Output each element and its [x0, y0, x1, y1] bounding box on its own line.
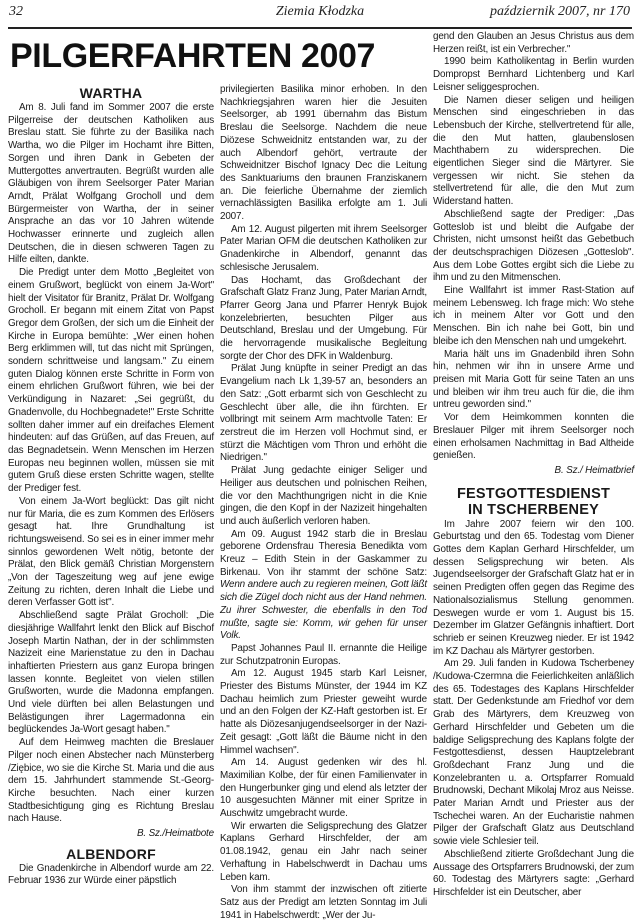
quote-italic: Wenn andere auch zu regieren meinen, Gott läßt sich die Zügel doch nicht aus der Hand nehmen. Zu ihrer Schwester, die ebenfalls in den Tod mußte, sagte sie: Komm, wir gehen für unser Volk. [220, 579, 427, 642]
paragraph [220, 275, 427, 364]
paragraph [433, 285, 634, 349]
paragraph [220, 465, 427, 529]
section-heading: ALBENDORF [66, 845, 156, 862]
paragraph-text: privilegierten Basilika minor erhoben. In den Nachkriegsjahren waren hier die Jesuiten Seelsorger, ab 1991 übernahm das Bistum Breslau die Seelsorge. Nachdem die neue Diözese Schweidnitz entstanden war, zu der auch Albendorf gehört, vertraute der Schweidnitzer Bischof Ignacy Dec die Leitung des Sanktuariums den braunen Franziskanern an. Die feierliche Übernahme der ziemlich vernachlässigten Basilika erfolgte am 1. Juli 2007. [220, 84, 427, 223]
masthead: Ziemia Kłodzka [275, 4, 365, 19]
column-3 [433, 31, 634, 900]
paragraph-text: Prälat Jung gedachte einiger Seliger und Heiliger aus deutschen und polnischen Reihen, die vor den Machthungrigen nicht in die Knie gingen, die den Kopf in der Nazizeit hingehalten und auch äußerlich verloren haben. [220, 465, 427, 527]
paragraph [433, 658, 634, 849]
page-number: 32 [9, 4, 23, 19]
header-rule [8, 27, 632, 29]
paragraph [220, 821, 427, 885]
paragraph-text: Abschließend sagte Prälat Grocholl: „Die diesjährige Wallfahrt lenkt den Blick auf Bischof Joseph Martin Nathan, der in der schlimmsten Nazizeit eine Marienstatue zu den in Dachau inhaftierten Priestern aus ganz Europa bringen lassen konnte. Begleitet von vielen stillen Grußworten, wurde die Madonna empfangen. Und viele dürften bei allen Belastungen und Belästigungen ihrer Lagermadonna ein beglückendes Ja-Wort gesagt haben." [8, 610, 214, 736]
paragraph-text: gend den Glauben an Jesus Christus aus dem Herzen reißt, ist ein Verbrecher." [433, 31, 634, 55]
paragraph [433, 849, 634, 900]
paragraph [220, 84, 427, 224]
paragraph-text: 1990 beim Katholikentag in Berlin wurden Dompropst Bernhard Lichtenberg und Karl Leisner seliggesprochen. [433, 56, 634, 93]
paragraph [220, 668, 427, 757]
paragraph-text: Das Hochamt, das Großdechant der Grafschaft Glatz Franz Jung, Pater Marian Arndt, Pfarrer Georg Jana und Pfarrer Henryk Bujok konzelebrierten, besuchten Pilger aus Deutschland, Breslau und der Umgebung. Für die hervorragende musikalische Begleitung sorgte der Chor des DFK in Waldenburg. [220, 274, 427, 362]
paragraph [433, 209, 634, 285]
paragraph [8, 863, 214, 888]
paragraph [8, 610, 214, 737]
paragraph [220, 757, 427, 821]
heading-line: FESTGOTTESDIENST [456, 485, 611, 502]
paragraph-text: Auf dem Heimweg machten die Breslauer Pilger noch einen Abstecher nach Münsterberg /Ziębice, wo sie die Kirche St. Maria und die aus dem 15. Jahrhundert stammende St.-Georg-Kirche besuchten. Nach einer kurzen Stadtbesichtigung ging es Richtung Breslau nach Hause. [8, 737, 214, 825]
paragraph-text: Von einem Ja-Wort beglückt: Das gilt nicht nur für Maria, die es zum Kommen des Erlösers gesagt hat. Ihre Grundhaltung ist richtungsweisend. So sei es in einer immer mehr sinnlos gewordenen Welt nötig, betonte der Prälat, den Blick gemäß Christian Morgenstern „Von der Tageszeitung weg auf jene ewige Zeitung zu richten, deren Inhalt die Liebe und deren Verfasser Gott ist". [8, 495, 214, 609]
paragraph-text: Im Jahre 2007 feiern wir den 100. Geburtstag und den 65. Todestag vom Diener Gottes dem Kaplan Gerhard Hirschfelder, um dessen Seligsprechung wir beten. Als Jugendseelsorger der Grafschaft Glatz hat er in seinen Predigten offen gegen das Regime des Nationalsozialismus Stellung genommen. Deswegen wurde er vom 1. August bis 15. Dezember im Glatzer Gefängnis inhaftiert. Dort schrieb er seinen Kreuzweg nieder. Er ist 1942 im KZ Dachau als Märtyrer gestorben. [433, 518, 634, 657]
paragraph [8, 267, 214, 496]
paragraph [220, 643, 427, 668]
column-1 [8, 84, 214, 888]
paragraph [8, 737, 214, 826]
paragraph-text: Abschließend zitierte Großdechant Jung die Aussage des Ortspfarrers Brudnowski, der zum 60. Todestag des Märtyrers sagte: „Gerhard Hirschfelder ist ein Deutscher, aber [433, 848, 634, 898]
paragraph-text: Von ihm stammt der inzwischen oft zitierte Satz aus der Predigt am letzten Sonntag im Juli 1941 in Habelschwerdt: „Wer der Ju- [220, 884, 427, 921]
author-signature: B. Sz./Heimatbote [136, 828, 214, 840]
paragraph [8, 496, 214, 610]
paragraph-text: Vor dem Heimkommen konnten die Breslauer Pilger mit ihrem Seelsorger noch einen erholsamen Nachmittag in Bad Altheide genießen. [433, 412, 634, 462]
paragraph-text: Eine Wallfahrt ist immer Rast-Station auf meinem Lebensweg. Ich frage mich: Wo stehe ich in meinem Alter vor Gott und den Menschen. Bin ich nahe bei Gott, bin und bleibe ich den Menschen nah und umgekehrt. [433, 285, 634, 347]
paragraph [433, 519, 634, 659]
paragraph [8, 102, 214, 267]
section-heading [433, 486, 634, 518]
paragraph [220, 529, 427, 643]
paragraph-text: Die Gnadenkirche in Albendorf wurde am 22. Februar 1936 zur Würde einer päpstlich [8, 862, 214, 887]
paragraph-text: Die Namen dieser seligen und heiligen Menschen sind eingeschrieben in das Lebensbuch der Kirche, stellvertretend für alle, die den Mut hatten, glaubenslosen Machthabern zu widersprechen. Die eigentlichen Sieger sind die Märtyrer. Sie vergessen wir nicht. Sie stehen da stellvertretend für alle, die den Mut zum Widerstand hatten. [433, 94, 634, 208]
column-2 [220, 84, 427, 922]
paragraph-text: Maria hält uns im Gnadenbild ihren Sohn hin, nehmen wir ihn in unsere Arme und preisen mit Maria Gott für seine Taten an uns und bleiben wir ihm treu auch für die, die ihm untreu geworden sind." [433, 348, 634, 411]
issue-info: październik 2007, nr 170 [490, 4, 630, 19]
paragraph [433, 95, 634, 209]
section-heading: WARTHA [79, 85, 143, 101]
paragraph-text: Am 14. August gedenken wir des hl. Maximilian Kolbe, der für einen Familienvater in den Hungerbunker ging und elend als letzter der 10 ausgesuchten Männer mit einer Spritze in Auschwitz umgebracht wurde. [220, 757, 427, 820]
paragraph-text: Am 12. August pilgerten mit ihrem Seelsorger Pater Marian OFM die deutschen Katholiken zur Gnadenkirche in Albendorf, genannt das schlesische Jerusalem. [220, 223, 427, 273]
paragraph-text: Am 09. August 1942 starb die in Breslau geborene Ordensfrau Theresia Benedikta vom Kreuz – Edith Stein in der Gaskammer zu Birkenau. Von ihr stammt der schöne Satz: [220, 528, 427, 578]
paragraph-text: Prälat Jung knüpfte in seiner Predigt an das Evangelium nach Lk 1,39-57 an, besonders an den Satz: „Gott erbarmt sich von Geschlecht zu Geschlecht über alle, die ihn fürchten. Er vollbringt mit seinem Arm machtvolle Taten: Er zerstreut die im Herzen voll Hochmut sind, er stürzt die Mächtigen vom Thron und erhöht die Niedrigen." [220, 363, 427, 464]
paragraph-text: Die Predigt unter dem Motto „Begleitet von einem Grußwort, beglückt von einem Ja-Wort" hielt der Visitator für Branitz, Prälat Dr. Wolfgang Grocholl. Er begann mit einem Zitat von Papst Gregor dem Großen, der sich um die Einheit der Kirche in Europa bemühte: „Wer einen hohen Berg erklimmen will, tut das nicht mit Sprüngen, sondern schrittweise und langsam." Zu einem guten Dialog können erste Schritte in Form von einem ehrlichen Grußwort führen, wie bei der Verkündigung in Nazaret: „Sei gegrüßt, du Gnadenvolle, du Hochbegnadete!" Erste Schritte sollten daher immer auf ein dreifaches Element hindeuten: auf das Grüßen, auf das Freuen, auf das Begnadetsein. Wenn Menschen im Herzen Europas neu beginnen wollen, müssen sie mit gutem Gruß diese ersten Schritte wagen, stellte der Prediger fest. [8, 267, 214, 495]
paragraph [220, 884, 427, 922]
paragraph-text: Am 12. August 1945 starb Karl Leisner, Priester des Bistums Münster, der 1944 im KZ Dachau heimlich zum Priester geweiht wurde und an den Folgen der KZ-Haft gestorben ist. Er hatte als Diözesanjugendseelsorger in der Nazi-Zeit gesagt: „Gott läßt die Bäume nicht in den Himmel wachsen". [220, 668, 427, 756]
paragraph [433, 412, 634, 463]
author-signature: B. Sz./ Heimatbrief [554, 464, 634, 476]
paragraph-text: Am 29. Juli fanden in Kudowa Tscherbeney /Kudowa-Czermna die Feierlichkeiten anläßlich des 65. Todestages des Kaplans Hirschfelder statt. Der Gedenkstunde am Friedhof vor dem Grab des Märtyrers, dem Kreuzweg von Gerhard Hirschfelder und Gebeten um die baldige Seligsprechung des Kaplans folgte der Festgottesdienst, dessen Hauptzelebrant Großdechant Franz Jung und die Konzelebranten u. a. Ortspfarrer Romuald Brudnowski, Dechant Mikolaj Mroz aus Neisse. Pater Marian Arndt und Priester aus der Tschechei waren. An der Eucharistie nahmen Pilger der Grafschaft Glatz aus Deutschland sowie viele Schlesier teil. [433, 658, 634, 848]
paragraph-text: Wir erwarten die Seligsprechung des Glatzer Kaplans Gerhard Hirschfelder, der am 01.08.1942, genau ein Jahr nach seiner Verhaftung in Habelschwerdt in Dachau ums Leben kam. [220, 820, 427, 883]
paragraph [433, 56, 634, 94]
paragraph [433, 31, 634, 56]
paragraph-text: Am 8. Juli fand im Sommer 2007 die erste Pilgerreise der deutschen Katholiken aus Breslau statt. Sie führte zu der Basilika nach Wartha, wo die Pilger im Hochamt ihre Bitten, Sorgen und ihren Dank in Gebeten der Muttergottes anvertrauten. Begrüßt wurden alle Gläubigen von ihrem Seelsorger Pater Marian Arndt, Prälat Wolfgang Grocholl und dem Bürgermeister von Wartha, der in seiner Ansprache an das vor 10 Jahren wütende Hochwasser erinnerte und zugleich allen Deutschen, die in diesen schweren Tagen zu Hilfe eilten, dankte. [8, 102, 214, 266]
heading-line: IN TSCHERBENEY [468, 501, 599, 518]
page-title: PILGERFAHRTEN 2007 [10, 37, 376, 75]
paragraph [220, 224, 427, 275]
paragraph [220, 363, 427, 465]
paragraph [433, 349, 634, 413]
paragraph-text: Abschließend sagte der Prediger: „Das Gotteslob ist und bleibt die Aufgabe der Christen, nicht umsonst heißt das Gebetbuch der deutschsprachigen Diözesen „Gotteslob". Aus dem Lobe Gottes ergibt sich die Liebe zu ihm und zu den Mitmenschen. [433, 208, 634, 284]
paragraph-text: Papst Johannes Paul II. ernannte die Heilige zur Schutzpatronin Europas. [220, 642, 427, 667]
